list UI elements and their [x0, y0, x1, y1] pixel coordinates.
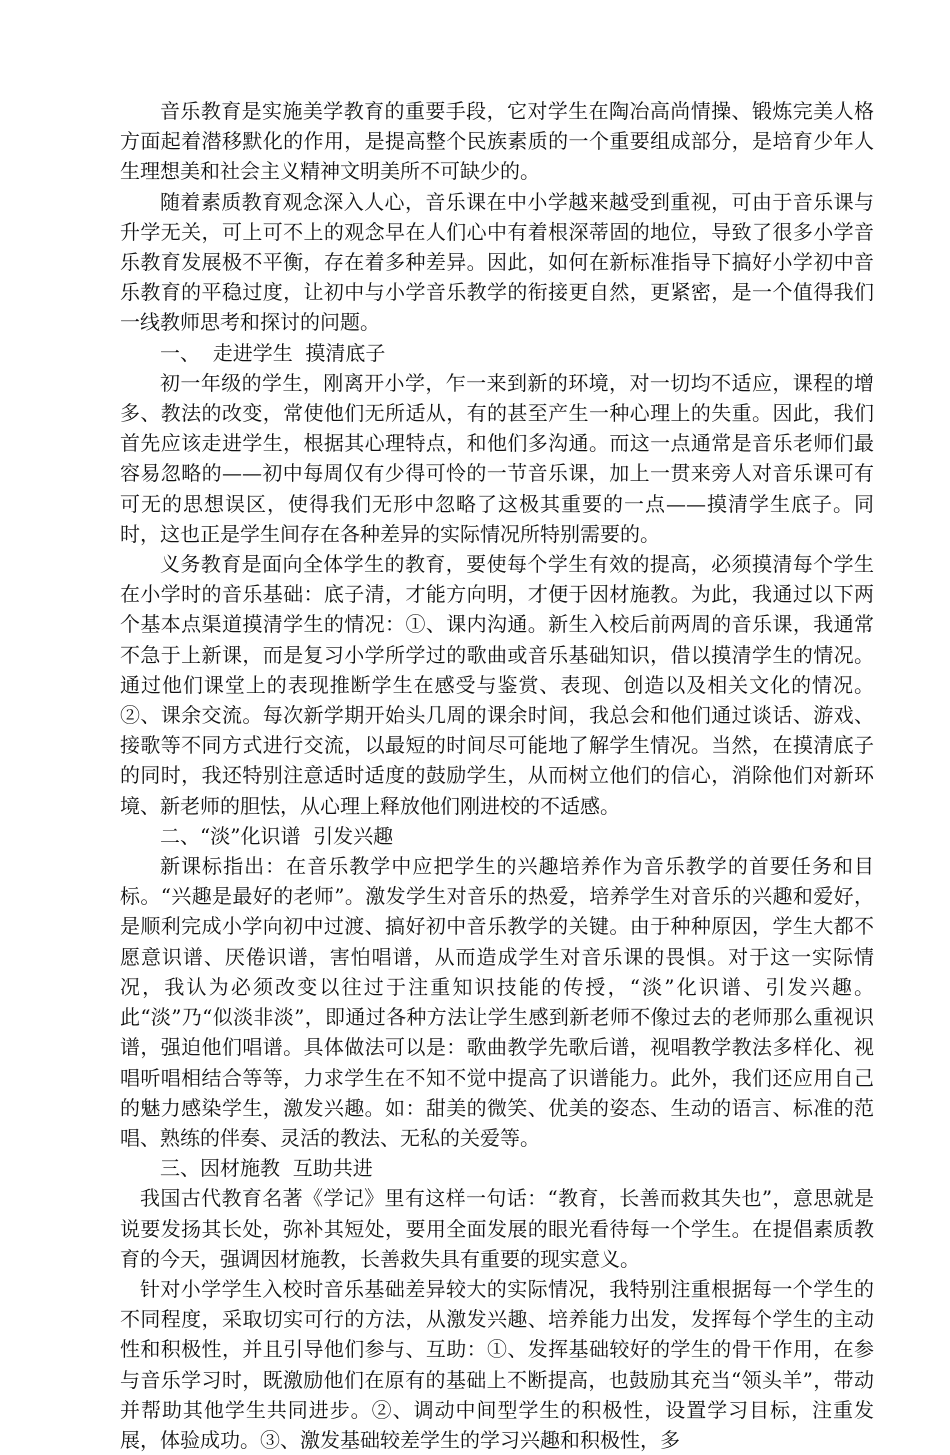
paragraph-intro: 音乐教育是实施美学教育的重要手段，它对学生在陶冶高尚情操、锻炼完美人格方面起着潜移默化的作用，是提高整个民族素质的一个重要组成部分，是培育少年人生理想美和社会主义精神文明美所不可缺少的。	[120, 99, 874, 184]
paragraph-section2: 新课标指出：在音乐教学中应把学生的兴趣培养作为音乐教学的首要任务和目标。“兴趣是最好的老师”。激发学生对音乐的热爱，培养学生对音乐的兴趣和爱好，是顺利完成小学向初中过渡、搞好初中音乐教学的关键。由于种种原因，学生大都不愿意识谱、厌倦识谱，害怕唱谱，从而造成学生对音乐课的畏惧。对于这一实际情况，我认为必须改变以往过于注重知识技能的传授，“淡”化识谱、引发兴趣。此“淡”乃“似淡非淡”，即通过各种方法让学生感到新老师不像过去的老师那么重视识谱，强迫他们唱谱。具体做法可以是：歌曲教学先歌后谱，视唱教学教法多样化、视唱听唱相结合等等，力求学生在不知不觉中提高了识谱能力。此外，我们还应用自己的魅力感染学生，激发兴趣。如：甜美的微笑、优美的姿态、生动的语言、标准的范唱、熟练的伴奏、灵活的教法、无私的关爱等。	[120, 854, 874, 1150]
paragraph-section3-a: 我国古代教育名著《学记》里有这样一句话：“教育，长善而救其失也”，意思就是说要发扬其长处，弥补其短处，要用全面发展的眼光看待每一个学生。在提倡素质教育的今天，强调因材施教，长善救失具有重要的现实意义。	[120, 1186, 874, 1271]
paragraph-section3-b: 针对小学学生入校时音乐基础差异较大的实际情况，我特别注重根据每一个学生的不同程度，采取切实可行的方法，从激发兴趣、培养能力出发，发挥每个学生的主动性和积极性，并且引导他们参与、互助：①、发挥基础较好的学生的骨干作用，在参与音乐学习时，既激励他们在原有的基础上不断提高，也鼓励其充当“领头羊”，带动并帮助其他学生共同进步。②、调动中间型学生的积极性，设置学习目标，注重发展，体验成功。③、激发基础较差学生的学习兴趣和积极性，多	[120, 1276, 874, 1452]
paragraph-background: 随着素质教育观念深入人心，音乐课在中小学越来越受到重视，可由于音乐课与升学无关，可上可不上的观念早在人们心中有着根深蒂固的地位，导致了很多小学音乐教育发展极不平衡，存在着多种差异。因此，如何在新标准指导下搞好小学初中音乐教育的平稳过度，让初中与小学音乐教学的衔接更自然，更紧密，是一个值得我们一线教师思考和探讨的问题。	[120, 189, 874, 335]
paragraph-section1-a: 初一年级的学生，刚离开小学，乍一来到新的环境，对一切均不适应，课程的增多、教法的改变，常使他们无所适从，有的甚至产生一种心理上的失重。因此，我们首先应该走进学生，根据其心理特点，和他们多沟通。而这一点通常是音乐老师们最容易忽略的——初中每周仅有少得可怜的一节音乐课，加上一贯来旁人对音乐课可有可无的思想误区，使得我们无形中忽略了这极其重要的一点——摸清学生底子。同时，这也正是学生间存在各种差异的实际情况所特别需要的。	[120, 370, 874, 546]
paragraph-section1-b: 义务教育是面向全体学生的教育，要使每个学生有效的提高，必须摸清每个学生在小学时的音乐基础：底子清，才能方向明，才便于因材施教。为此，我通过以下两个基本点渠道摸清学生的情况：①、课内沟通。新生入校后前两周的音乐课，我通常不急于上新课，而是复习小学所学过的歌曲或音乐基础知识，借以摸清学生的情况。通过他们课堂上的表现推断学生在感受与鉴赏、表现、创造以及相关文化的情况。②、课余交流。每次新学期开始头几周的课余时间，我总会和他们通过谈话、游戏、接歌等不同方式进行交流，以最短的时间尽可能地了解学生情况。当然，在摸清底子的同时，我还特别注意适时适度的鼓励学生，从而树立他们的信心，消除他们对新环境、新老师的胆怯，从心理上释放他们刚进校的不适感。	[120, 552, 874, 818]
section-heading-3: 三、因材施教 互助共进	[160, 1156, 373, 1181]
section-heading-2: 二、“淡”化识谱 引发兴趣	[160, 823, 394, 848]
section-heading-1: 一、 走进学生 摸清底子	[160, 340, 386, 365]
document-page	[120, 96, 874, 1455]
